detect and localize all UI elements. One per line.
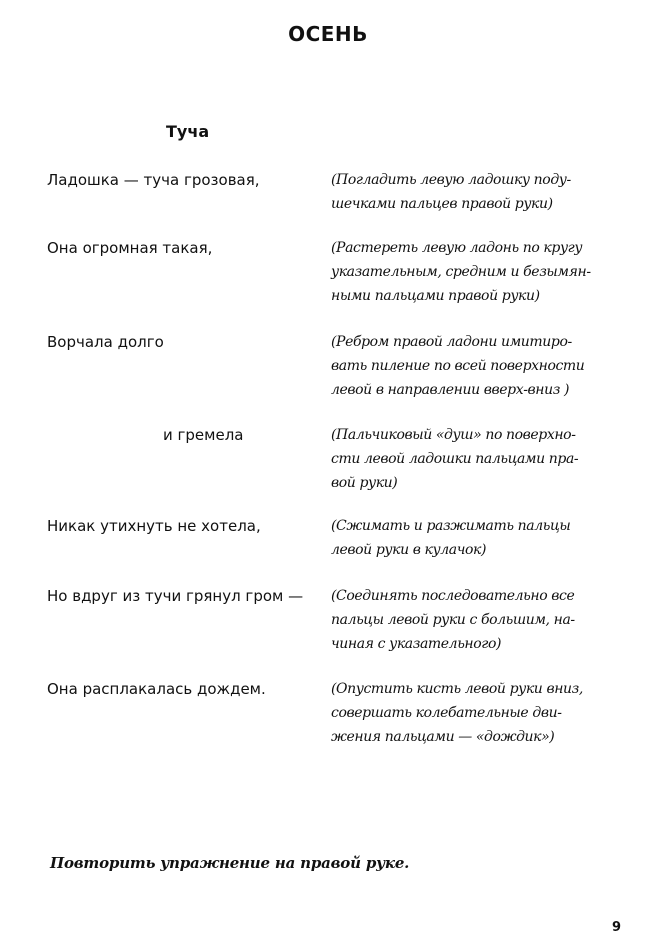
verse-line: Ладошка — туча грозовая, (47, 171, 260, 189)
instruction-line: вать пиление по всей поверхности (331, 358, 585, 374)
page-number: 9 (612, 920, 622, 935)
instruction-line: вой руки) (331, 475, 398, 491)
instruction-text (331, 168, 631, 216)
footer-note: Повторить упражнение на правой руке. (50, 854, 410, 872)
instruction-line: левой руки в кулачок) (331, 542, 487, 558)
instruction-line: жения пальцами — «дождик») (331, 729, 555, 745)
instruction-line: (Ребром правой ладони имитиро- (331, 334, 572, 350)
instruction-line: (Соединять последовательно все (331, 588, 575, 604)
instruction-line: сти левой ладошки пальцами пра- (331, 451, 579, 467)
instruction-line: (Сжимать и разжимать пальцы (331, 518, 571, 534)
instruction-line: (Опустить кисть левой руки вниз, (331, 681, 583, 697)
verse-line: Она огромная такая, (47, 239, 213, 257)
instruction-line: чиная с указательного) (331, 636, 502, 652)
instruction-line: совершать колебательные дви- (331, 705, 562, 721)
instruction-line: левой в направлении вверх-вниз ) (331, 382, 570, 398)
instruction-line: (Растереть левую ладонь по кругу (331, 240, 583, 256)
instruction-text (331, 423, 631, 495)
poem-title: Туча (166, 122, 210, 141)
verse-line: Ворчала долго (47, 333, 164, 351)
verse-line: Она расплакалась дождем. (47, 680, 266, 698)
verse-line: и гремела (163, 426, 244, 444)
instruction-line: шечками пальцев правой руки) (331, 196, 553, 212)
verse-line: Никак утихнуть не хотела, (47, 517, 261, 535)
instruction-line: (Пальчиковый «душ» по поверхно- (331, 427, 576, 443)
instruction-text (331, 330, 631, 402)
instruction-line: ными пальцами правой руки) (331, 288, 540, 304)
instruction-text (331, 584, 631, 656)
instruction-line: указательным, средним и безымян- (331, 264, 591, 280)
instruction-text (331, 236, 631, 308)
page-heading: ОСЕНЬ (288, 22, 368, 46)
instruction-line: пальцы левой руки с большим, на- (331, 612, 575, 628)
instruction-text (331, 514, 631, 562)
instruction-text (331, 677, 631, 749)
instruction-line: (Погладить левую ладошку поду- (331, 172, 571, 188)
verse-line: Но вдруг из тучи грянул гром — (47, 587, 304, 605)
